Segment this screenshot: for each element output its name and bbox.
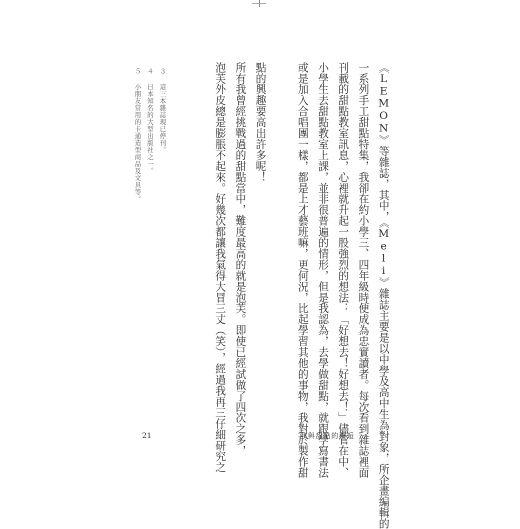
footnote-item: ３ 這三本雜誌現已停刊。 [158, 68, 167, 154]
footnote-item: ４ 日本知名的大型出版社之一。 [146, 68, 154, 175]
text-line: 一系列手工甜點特集，我卻在約小學三、四年級時便成為忠實讀者。每次看到雜誌裡面 [357, 62, 370, 479]
text-line: 小學生去甜點教室上課，並非很普遍的情形，但是我認為，去學做甜點，就跟學寫書法 [317, 62, 330, 479]
text-line: 刊載的甜點教室訊息，心裡就升起一股強烈的想法：「好想去！好想去！」儘管在中、 [337, 62, 350, 479]
text-line: 《LEMON》等雜誌，其中，《Meli》雜誌主要是以中學及高中生為對象，所企畫編輯的 [377, 62, 390, 529]
text-line: 或是加入合唱團一樣，都是上才藝班嘛，更何況，比起學習其他的事物，我對於製作甜 [296, 62, 309, 479]
text-line: 泡芙外皮總是膨脹不起來。好幾次都讓我氣得大冒三丈（笑），經過我再三仔細研究之 [214, 62, 227, 473]
text-line: 點的興趣要高出許多呢！ [254, 62, 267, 183]
text-line: 所有我曾經挑戰過的甜點當中，難度最高的就是泡芙。即使已經試做了四次之多， [234, 62, 247, 457]
page-number: 21 [142, 431, 152, 440]
crop-mark-horizontal [252, 3, 266, 4]
footnotes [131, 68, 169, 208]
footnote-item: ５ 小朋友常用的卡通造型商品及文具等。 [133, 68, 142, 203]
running-title: 我與甜點的邂逅 [300, 432, 355, 440]
